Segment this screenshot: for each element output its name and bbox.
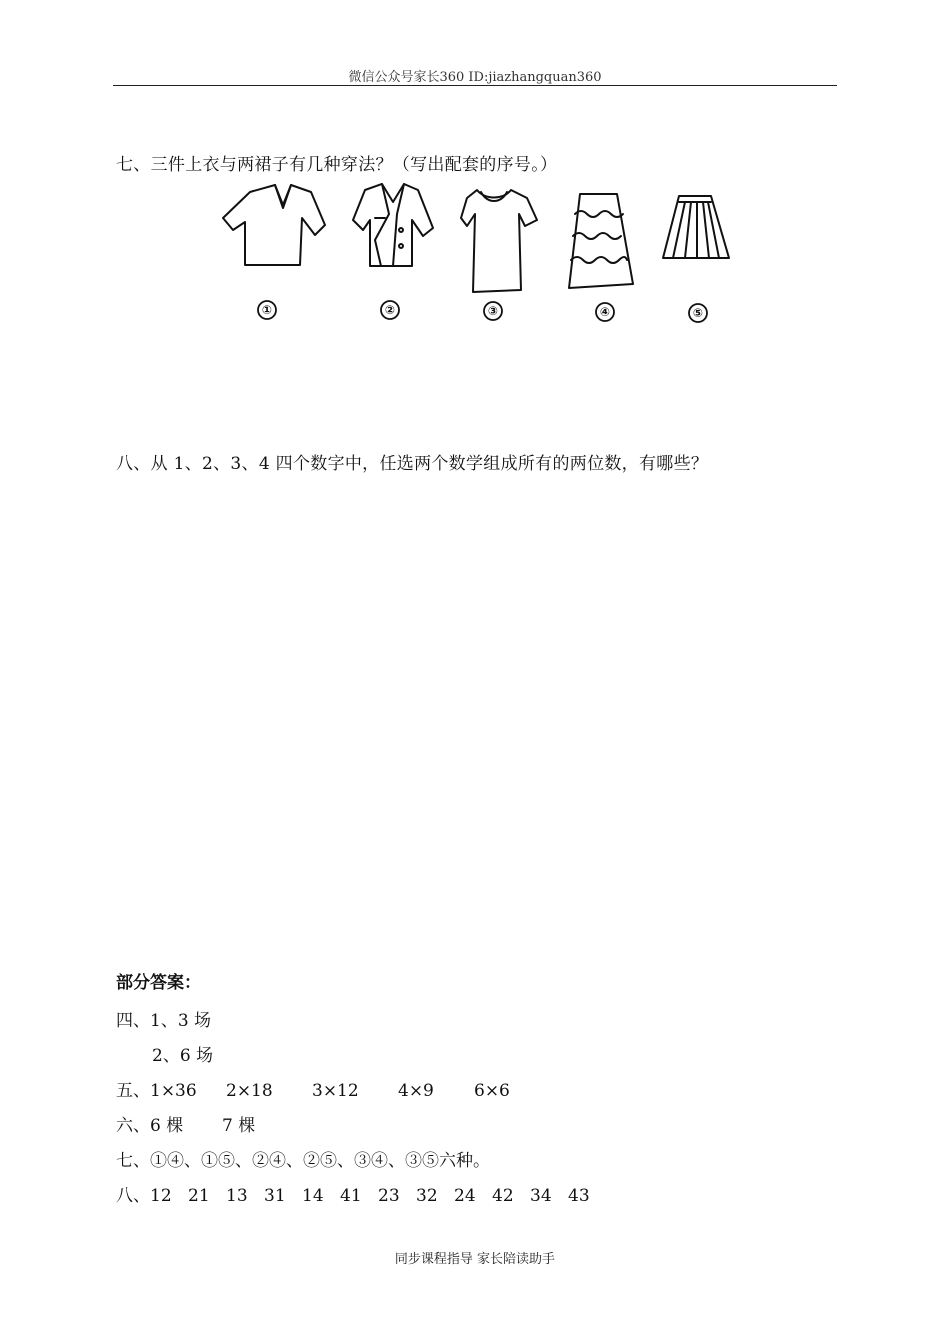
answer-5 [116,1076,510,1101]
answer-6-item: 7 棵 [222,1116,256,1136]
round-neck-dress-icon [461,190,537,292]
answer-4-2: 2、6 场 [152,1046,214,1066]
answer-6-prefix: 六、 [116,1116,150,1136]
question-8: 八、从 1、2、3、4 四个数字中，任选两个数学组成所有的两位数，有哪些？ [116,454,709,474]
answer-8-item: 12 [150,1186,172,1206]
answer-8-item: 34 [530,1186,552,1206]
answer-5-item: 1×36 [150,1081,197,1101]
answer-8 [116,1181,590,1206]
answer-6-item: 6 棵 [150,1116,184,1136]
pleated-skirt-icon [663,196,729,258]
answer-8-item: 41 [340,1186,362,1206]
figure-label-2: ② [384,303,396,317]
page-footer: 同步课程指导 家长陪读助手 [394,1252,556,1267]
answer-5-item: 3×12 [312,1081,359,1101]
answer-8-item: 13 [226,1186,248,1206]
answer-6 [116,1111,255,1136]
answer-5-item: 2×18 [226,1081,273,1101]
long-wavy-skirt-icon [569,194,633,288]
v-neck-shirt-icon [223,185,325,265]
answer-8-item: 21 [188,1186,210,1206]
jacket-icon [353,184,433,266]
header-rule [113,85,837,86]
answer-8-item: 31 [264,1186,286,1206]
figure-label-1: ① [261,303,273,317]
answer-8-item: 24 [454,1186,476,1206]
question-7: 七、三件上衣与两裙子有几种穿法？（写出配套的序号。） [116,155,558,175]
answers-title: 部分答案： [116,973,201,993]
answer-4-1: 四、1、3 场 [116,1011,212,1031]
answer-5-item: 6×6 [474,1081,510,1101]
page-header: 微信公众号家长360 ID:jiazhangquan360 [348,70,602,85]
answer-8-item: 23 [378,1186,400,1206]
answer-5-item: 4×9 [398,1081,434,1101]
figure-label-4: ④ [599,305,611,319]
answer-8-item: 42 [492,1186,514,1206]
answer-8-item: 43 [568,1186,590,1206]
figure-label-3: ③ [487,304,499,318]
answer-8-item: 14 [302,1186,324,1206]
answer-8-item: 32 [416,1186,438,1206]
clothing-figure [205,180,745,335]
figure-label-5: ⑤ [692,306,704,320]
answer-5-prefix: 五、 [116,1081,150,1101]
answer-7: 七、①④、①⑤、②④、②⑤、③④、③⑤六种。 [116,1151,490,1171]
answer-8-prefix: 八、 [116,1186,150,1206]
